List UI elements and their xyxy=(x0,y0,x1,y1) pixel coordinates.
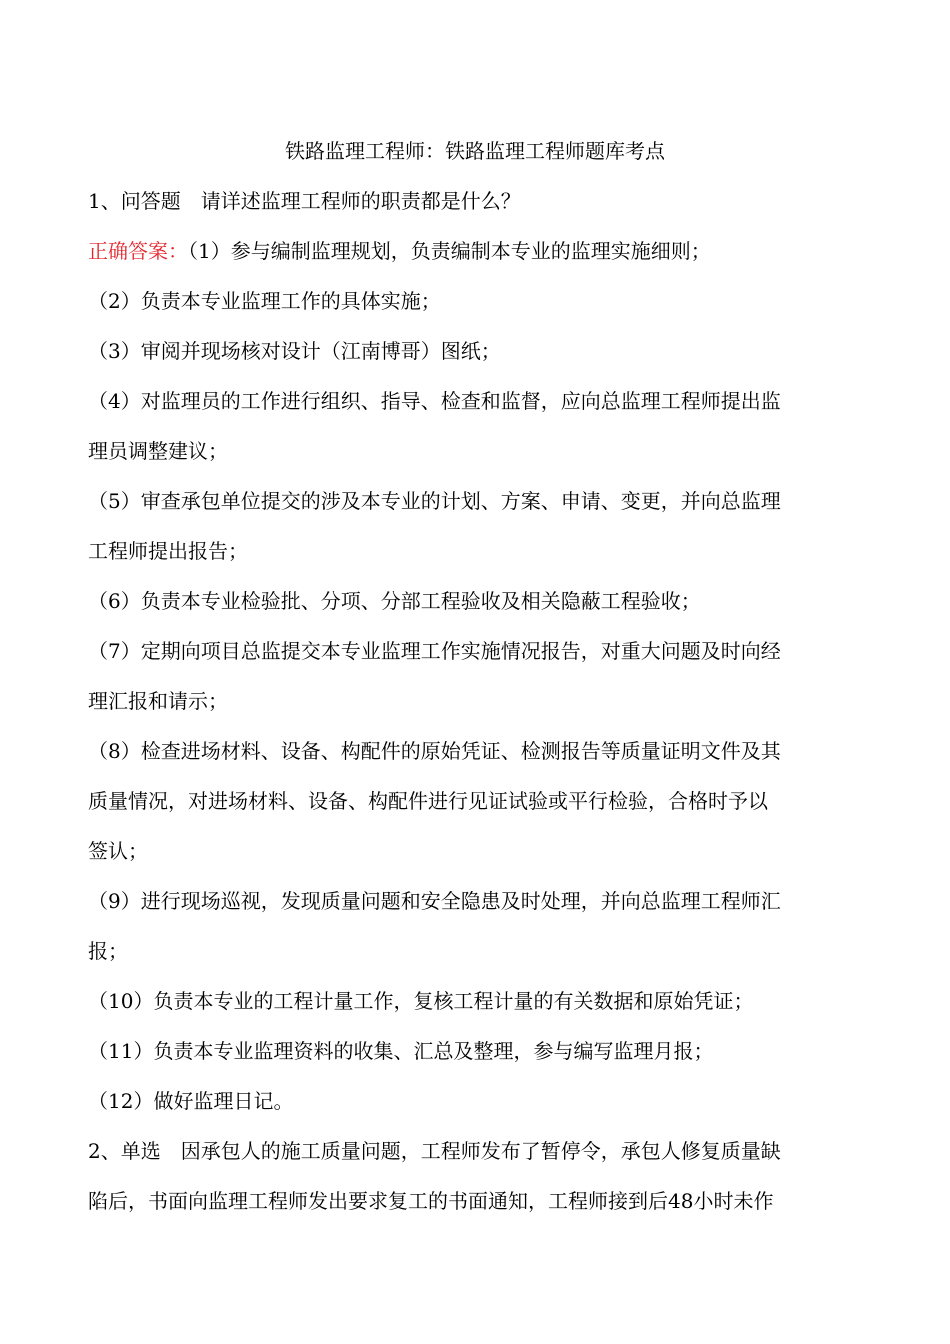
answer-line: 报； xyxy=(88,939,128,963)
answer-first-line xyxy=(88,233,863,283)
question-2-line: 陷后，书面向监理工程师发出要求复工的书面通知，工程师接到后48小时未作 xyxy=(88,1189,774,1213)
answer-line: 理员调整建议； xyxy=(88,439,228,463)
answer-line: （7）定期向项目总监提交本专业监理工作实施情况报告，对重大问题及时向经 xyxy=(88,639,781,663)
answer-line: （8）检查进场材料、设备、构配件的原始凭证、检测报告等质量证明文件及其 xyxy=(88,739,781,763)
document-title: 铁路监理工程师：铁路监理工程师题库考点 xyxy=(285,139,665,163)
answer-line: （12）做好监理日记。 xyxy=(88,1089,294,1113)
answer-line: （6）负责本专业检验批、分项、分部工程验收及相关隐蔽工程验收； xyxy=(88,589,701,613)
answer-line: （11）负责本专业监理资料的收集、汇总及整理，参与编写监理月报； xyxy=(88,1039,714,1063)
answer-line: （5）审查承包单位提交的涉及本专业的计划、方案、申请、变更，并向总监理 xyxy=(88,489,781,513)
answer-line: 理汇报和请示； xyxy=(88,689,228,713)
answer-line: （9）进行现场巡视，发现质量问题和安全隐患及时处理，并向总监理工程师汇 xyxy=(88,889,781,913)
answer-item-1: （1）参与编制监理规划，负责编制本专业的监理实施细则； xyxy=(188,239,711,263)
document-body xyxy=(88,183,863,1233)
answer-line: 签认； xyxy=(88,839,148,863)
question-1: 1、问答题 请详述监理工程师的职责都是什么？ xyxy=(88,189,521,213)
answer-line: （4）对监理员的工作进行组织、指导、检查和监督，应向总监理工程师提出监 xyxy=(88,389,781,413)
answer-line: （10）负责本专业的工程计量工作，复核工程计量的有关数据和原始凭证； xyxy=(88,989,754,1013)
question-2-line: 2、单选 因承包人的施工质量问题，工程师发布了暂停令，承包人修复质量缺 xyxy=(88,1139,781,1163)
answer-label: 正确答案： xyxy=(88,239,188,263)
answer-line: （3）审阅并现场核对设计（江南博哥）图纸； xyxy=(88,339,501,363)
answer-line: （2）负责本专业监理工作的具体实施； xyxy=(88,289,441,313)
answer-line: 质量情况，对进场材料、设备、构配件进行见证试验或平行检验，合格时予以 xyxy=(88,789,768,813)
answer-line: 工程师提出报告； xyxy=(88,539,248,563)
